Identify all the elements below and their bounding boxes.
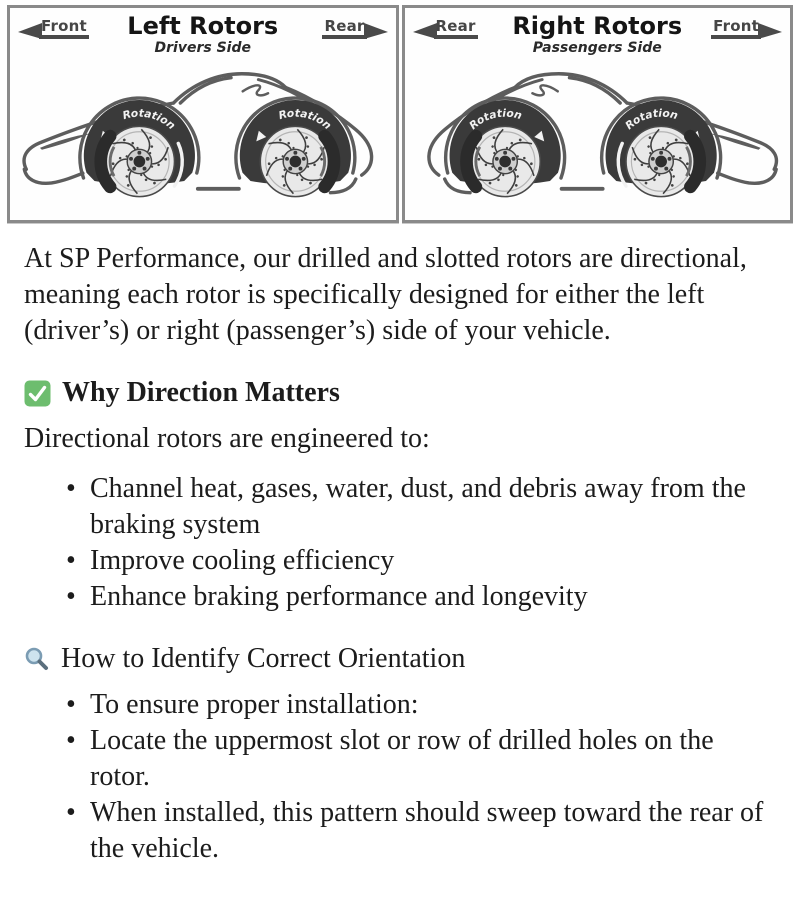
left-rotors-panel: [7, 5, 399, 223]
left-car-illustration: [10, 64, 396, 220]
rotor-direction-diagram: [0, 0, 800, 223]
left-panel-header: [10, 8, 396, 64]
rotation-label: Rotation: [466, 106, 523, 133]
list-item: • To ensure proper installation:: [66, 687, 766, 723]
list-item: • Locate the uppermost slot or row of drilled holes on the rotor.: [66, 723, 766, 795]
rear-arrow-label: Rear: [322, 18, 366, 39]
front-direction-indicator: [18, 18, 89, 39]
orientation-list: [24, 687, 766, 867]
magnifier-icon: [24, 646, 50, 672]
rear-direction-indicator: [322, 18, 387, 39]
rotation-label: Rotation: [622, 106, 679, 133]
right-rotors-panel: [402, 5, 794, 223]
section-heading-text: Why Direction Matters: [62, 377, 340, 408]
list-item: • Improve cooling efficiency: [66, 543, 766, 579]
rotation-label: Rotation: [277, 106, 334, 133]
rotation-label: Rotation: [121, 106, 178, 133]
section-heading-text: How to Identify Correct Orientation: [61, 643, 466, 674]
section-heading-orientation: [24, 641, 776, 677]
list-item: • Enhance braking performance and longevity: [66, 579, 766, 615]
arrow-right-icon: [364, 23, 388, 39]
panel-title: Right Rotors: [512, 12, 683, 40]
list-item: • When installed, this pattern should sweep toward the rear of the vehicle.: [66, 795, 766, 867]
rear-direction-indicator: [413, 18, 478, 39]
lead-paragraph: Directional rotors are engineered to:: [24, 423, 430, 454]
panel-title: Left Rotors: [127, 12, 279, 40]
front-arrow-label: Front: [39, 18, 89, 39]
article-body: [0, 223, 800, 903]
right-panel-header: [405, 8, 791, 64]
check-icon: [24, 380, 51, 407]
section-heading-direction-matters: [24, 375, 776, 411]
benefits-list: [24, 471, 766, 615]
panel-subtitle: Passengers Side: [532, 40, 662, 57]
panel-subtitle: Drivers Side: [154, 40, 251, 57]
right-car-illustration: [405, 64, 791, 220]
rear-arrow-label: Rear: [434, 18, 478, 39]
intro-paragraph: At SP Performance, our drilled and slotted rotors are directional, meaning each rotor is specifically designed for either the left (driver’s) or right (passenger’s) side of your vehicle.: [24, 243, 747, 346]
arrow-right-icon: [758, 23, 782, 39]
list-item: • Channel heat, gases, water, dust, and debris away from the braking system: [66, 471, 766, 543]
front-direction-indicator: [711, 18, 782, 39]
front-arrow-label: Front: [711, 18, 761, 39]
